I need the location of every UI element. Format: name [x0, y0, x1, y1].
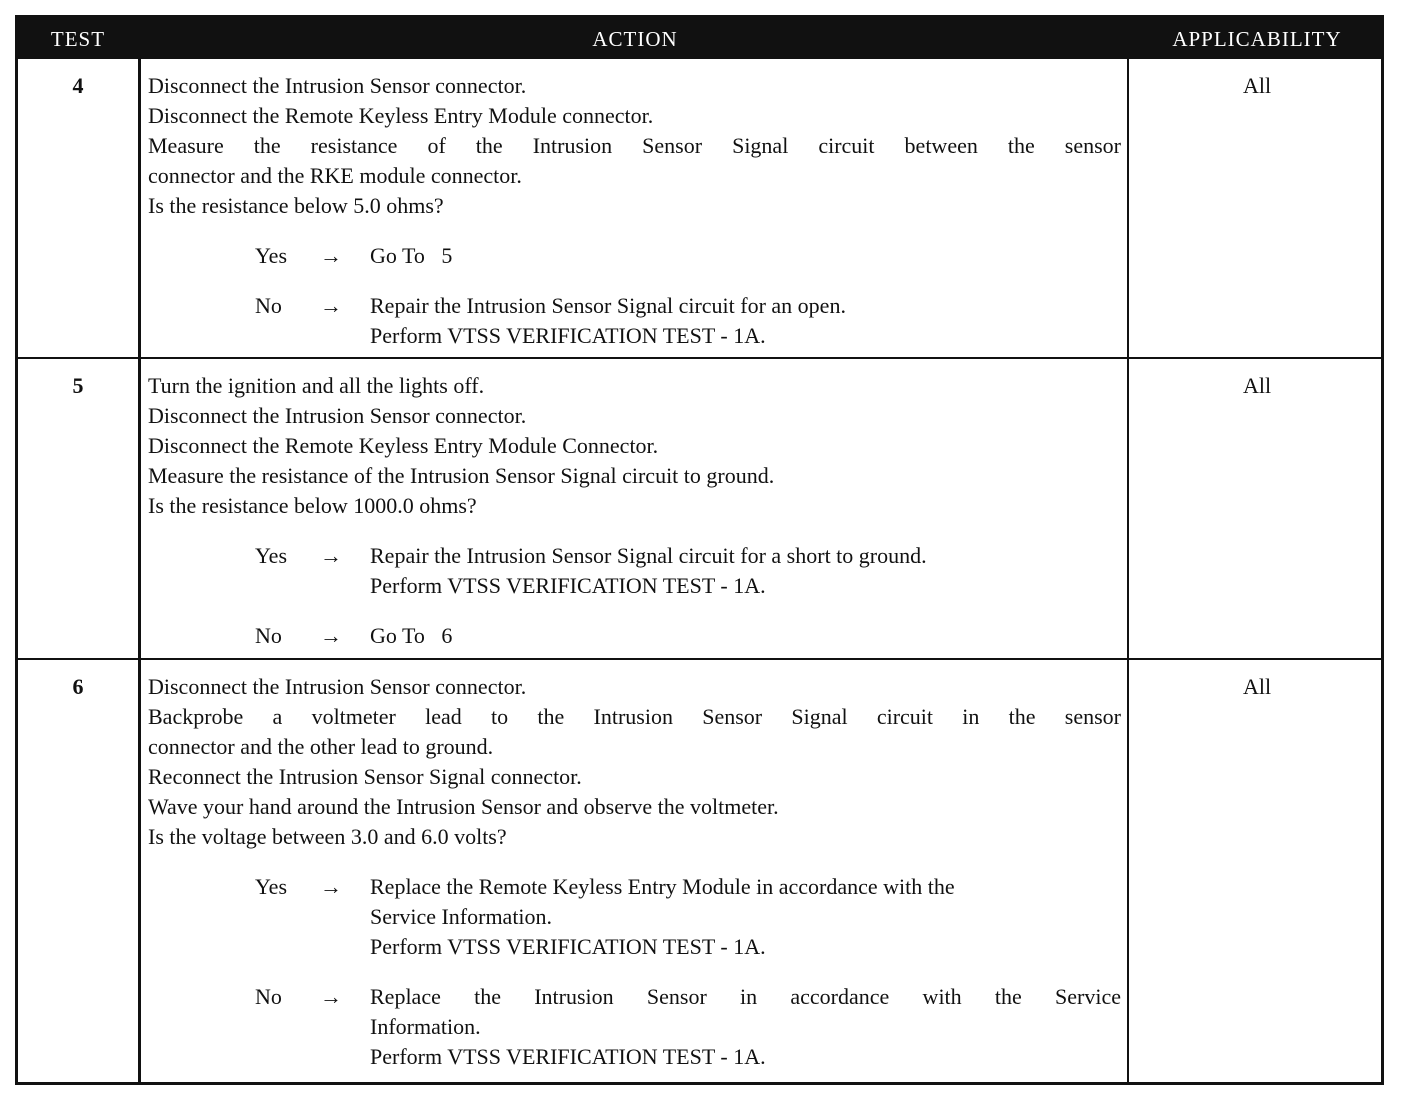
answer-label: Yes: [255, 243, 288, 268]
test-number: 4: [72, 73, 84, 98]
answer-line: Go To 5: [370, 243, 453, 268]
answer-line: Service Information.: [370, 904, 553, 929]
test-number: 5: [72, 373, 84, 398]
action-line: Disconnect the Remote Keyless Entry Module connector.: [148, 103, 654, 128]
answer-text: [370, 872, 1121, 962]
answer-label: No: [255, 623, 282, 648]
action-line: connector and the RKE module connector.: [148, 163, 522, 188]
answer-text: [370, 621, 1121, 651]
action-line: connector and the other lead to ground.: [148, 734, 494, 759]
arrow-right-icon: →: [320, 243, 342, 268]
arrow-right-icon: →: [320, 874, 342, 899]
applicability-cell: All: [1242, 674, 1272, 699]
answer-text: [370, 541, 1121, 601]
action-line: Measure the resistance of the Intrusion Sensor Signal circuit to ground.: [148, 463, 775, 488]
answer-line: Perform VTSS VERIFICATION TEST - 1A.: [370, 323, 766, 348]
action-line: Is the voltage between 3.0 and 6.0 volts?: [148, 824, 507, 849]
action-cell: [148, 672, 1121, 1072]
header-test: TEST: [50, 27, 106, 51]
action-line: Turn the ignition and all the lights off.: [148, 373, 485, 398]
action-line: Disconnect the Intrusion Sensor connector.: [148, 73, 527, 98]
answer-no: [148, 982, 1121, 1072]
answer-line: Perform VTSS VERIFICATION TEST - 1A.: [370, 1044, 766, 1069]
answer-line: Replace the Intrusion Sensor in accordance with the Service: [370, 984, 1121, 1009]
answer-text: [370, 291, 1121, 351]
header-action: ACTION: [592, 27, 678, 51]
action-line: Measure the resistance of the Intrusion Sensor Signal circuit between the sensor: [148, 133, 1121, 158]
table-row: [18, 59, 1381, 357]
answer-label: No: [255, 293, 282, 318]
table-header: [18, 18, 1381, 59]
action-line: Is the resistance below 1000.0 ohms?: [148, 493, 477, 518]
answer-text: [370, 241, 1121, 271]
arrow-right-icon: →: [320, 623, 342, 648]
action-cell: [148, 371, 1121, 651]
applicability-cell: All: [1242, 373, 1272, 398]
table-row: [18, 660, 1381, 1082]
answer-line: Repair the Intrusion Sensor Signal circuit for an open.: [370, 293, 846, 318]
action-line: Disconnect the Remote Keyless Entry Module Connector.: [148, 433, 659, 458]
action-line: Reconnect the Intrusion Sensor Signal connector.: [148, 764, 582, 789]
answer-text: [370, 982, 1121, 1072]
answer-label: Yes: [255, 874, 288, 899]
answer-label: No: [255, 984, 282, 1009]
header-applicability: APPLICABILITY: [1172, 27, 1342, 51]
answer-line: Repair the Intrusion Sensor Signal circuit for a short to ground.: [370, 543, 927, 568]
answer-yes: [148, 541, 1121, 601]
table-row: [18, 359, 1381, 658]
answer-no: [148, 621, 1121, 651]
action-line: Disconnect the Intrusion Sensor connector.: [148, 674, 527, 699]
action-line: Is the resistance below 5.0 ohms?: [148, 193, 444, 218]
action-line: Backprobe a voltmeter lead to the Intrusion Sensor Signal circuit in the sensor: [148, 704, 1121, 729]
answer-line: Go To 6: [370, 623, 453, 648]
action-cell: [148, 71, 1121, 351]
arrow-right-icon: →: [320, 984, 342, 1009]
applicability-cell: All: [1242, 73, 1272, 98]
answer-label: Yes: [255, 543, 288, 568]
answer-yes: [148, 241, 1121, 271]
answer-line: Information.: [370, 1014, 481, 1039]
test-number: 6: [72, 674, 84, 699]
arrow-right-icon: →: [320, 543, 342, 568]
answer-yes: [148, 872, 1121, 962]
answer-line: Perform VTSS VERIFICATION TEST - 1A.: [370, 573, 766, 598]
diagnostic-table: [15, 15, 1384, 1085]
action-line: Disconnect the Intrusion Sensor connector.: [148, 403, 527, 428]
arrow-right-icon: →: [320, 293, 342, 318]
answer-line: Replace the Remote Keyless Entry Module in accordance with the: [370, 874, 955, 899]
answer-no: [148, 291, 1121, 351]
answer-line: Perform VTSS VERIFICATION TEST - 1A.: [370, 934, 766, 959]
action-line: Wave your hand around the Intrusion Sensor and observe the voltmeter.: [148, 794, 779, 819]
